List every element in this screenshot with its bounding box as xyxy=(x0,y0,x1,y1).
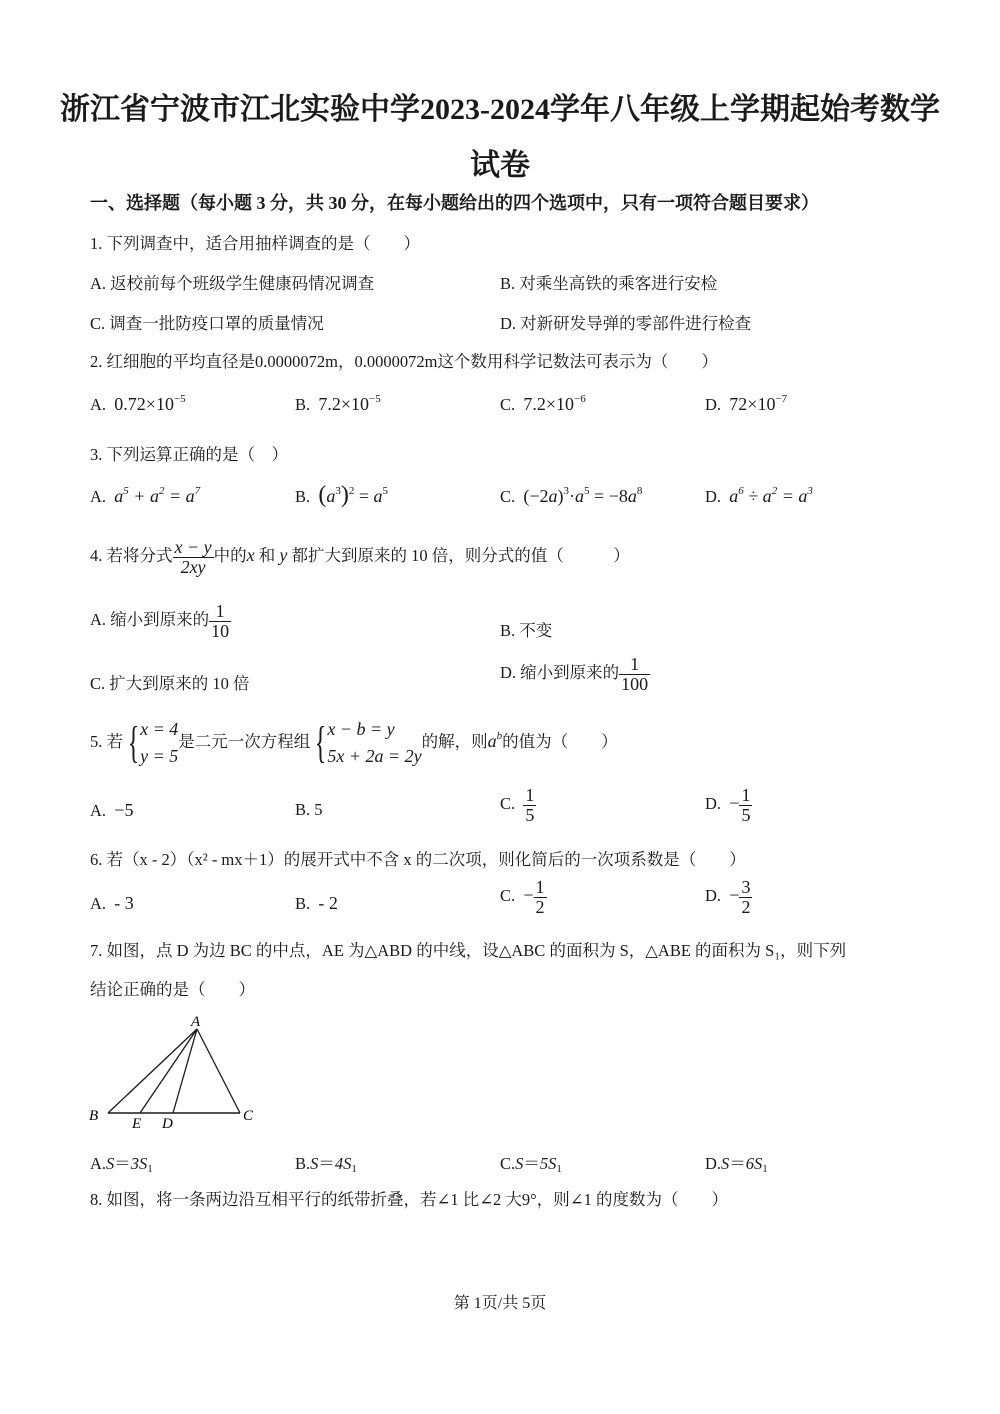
stem-text: 都扩大到原来的 10 倍，则分式的值（ ） xyxy=(291,546,630,566)
minus-sign: − xyxy=(523,885,534,906)
option-exponent: −5 xyxy=(369,393,381,405)
option-label: D. xyxy=(705,886,722,906)
question-2-stem: 2. 红细胞的平均直径是0.0000072m，0.0000072m这个数用科学记数法可表示为（ ） xyxy=(90,352,718,371)
page-indicator: 第 1页/共 5页 xyxy=(453,1295,547,1312)
segment-ab xyxy=(108,1029,197,1113)
q1-option-a[interactable]: A. 返校前每个班级学生健康码情况调查 xyxy=(90,274,375,293)
option-label: A. 缩小到原来的 xyxy=(90,610,210,630)
q7-option-c[interactable]: $C.S=5S_1$ xyxy=(500,1154,562,1175)
option-label: A. xyxy=(90,894,107,913)
triangle-figure xyxy=(85,1010,265,1135)
question-4-stem xyxy=(90,538,630,577)
section-heading: 一、选择题（每小题 3 分，共 30 分，在每小题给出的四个选项中，只有一项符合题目要求） xyxy=(90,193,819,213)
rhs: 6S xyxy=(745,1154,763,1173)
subscript: 1 xyxy=(147,1163,153,1175)
equation-line: x − b = y xyxy=(327,719,395,739)
fraction-denominator: 5 xyxy=(741,804,751,825)
stem-text: 4. 若将分式 xyxy=(90,546,173,566)
option-label: B. xyxy=(295,487,311,506)
option-label: B. xyxy=(295,395,311,414)
option-label: C. xyxy=(500,886,516,906)
question-1-stem: 1. 下列调查中，适合用抽样调查的是（ ） xyxy=(90,234,420,253)
q1-option-b[interactable]: B. 对乘坐高铁的乘客进行安检 xyxy=(500,274,718,293)
q6-option-b[interactable] xyxy=(295,893,338,914)
question-6-stem: 6. 若（x - 2）（x² - mx＋1）的展开式中不含 x 的二次项，则化简后的一次项系数是（ ） xyxy=(90,850,746,869)
q6-option-a[interactable] xyxy=(90,893,134,914)
option-mantissa: 72×10 xyxy=(729,394,776,414)
q5-option-b[interactable]: B. 5 xyxy=(295,800,323,819)
label-a: A xyxy=(191,1014,201,1030)
q7-option-a[interactable]: $A.S=3S_1$ xyxy=(90,1154,153,1175)
fraction-numerator: 1 xyxy=(741,785,751,805)
math-expression: $(-2a)^3\cdot a^5 = -8a^8$ xyxy=(523,485,643,506)
option-value: - 3 xyxy=(114,893,134,913)
lhs: S xyxy=(721,1154,730,1173)
stem-text: 和 xyxy=(258,546,276,566)
math-expression: $a^5 + a^2 = a^7$ xyxy=(114,485,201,506)
label-d: D xyxy=(162,1116,173,1132)
option-label: D. xyxy=(705,395,722,414)
label-b: B xyxy=(89,1108,99,1124)
option-label: A. xyxy=(90,395,107,414)
stem-text: 是二元一次方程组 xyxy=(178,731,311,751)
q2-option-d[interactable] xyxy=(705,394,787,415)
q4-option-a[interactable] xyxy=(90,602,231,641)
math-expression: $a^6 \div a^2 = a^3$ xyxy=(729,485,813,506)
q2-option-a[interactable] xyxy=(90,394,186,415)
q4-option-d[interactable] xyxy=(500,655,650,694)
q7-option-d[interactable]: $D.S=6S_1$ xyxy=(705,1154,768,1175)
option-label: B. xyxy=(295,1154,311,1173)
fraction-numerator: 3 xyxy=(741,877,751,897)
q3-option-b[interactable] xyxy=(295,482,388,509)
q3-option-c[interactable] xyxy=(500,486,642,507)
q5-option-a[interactable] xyxy=(90,800,133,821)
fraction xyxy=(209,602,231,641)
exam-title: 浙江省宁波市江北实验中学2023-2024学年八年级上学期起始考数学 xyxy=(60,93,940,126)
exam-title-line2: 试卷 xyxy=(470,149,530,182)
fraction-numerator: 1 xyxy=(525,785,535,805)
option-value: - 2 xyxy=(318,893,338,913)
option-label: A. xyxy=(90,487,107,506)
option-label: C. xyxy=(500,395,516,414)
brace-icon: { xyxy=(315,718,327,767)
subscript: 1 xyxy=(556,1163,562,1175)
q7-option-b[interactable]: $B.S=4S_1$ xyxy=(295,1154,357,1175)
variable-y: y xyxy=(279,545,288,566)
rhs: 5S xyxy=(539,1154,557,1173)
equation-line: x = 4 xyxy=(140,719,179,739)
option-exponent: −5 xyxy=(173,393,186,405)
fraction-numerator: 1 xyxy=(535,877,545,897)
question-8-stem: 8. 如图，将一条两边沿互相平行的纸带折叠，若∠1 比∠2 大9°，则∠1 的度数为（ ） xyxy=(90,1190,728,1209)
option-label: B. xyxy=(295,894,311,913)
equation-system-solution xyxy=(123,716,178,770)
question-7-stem: 7. 如图，点 D 为边 BC 的中点，AE 为△ABD 的中线，设△ABC 的面积为 S，△ABE 的面积为 S₁，则下列 xyxy=(90,941,847,960)
fraction-denominator: 10 xyxy=(211,620,230,641)
fraction-denominator: 100 xyxy=(621,673,649,694)
fraction-denominator: 2 xyxy=(741,896,751,917)
fraction xyxy=(739,786,752,825)
variable-x: x xyxy=(246,545,255,566)
fraction-denominator: 2 xyxy=(535,896,545,917)
fraction-denominator: 2xy xyxy=(180,556,206,577)
label-e: E xyxy=(132,1116,142,1132)
rhs: 4S xyxy=(334,1154,352,1173)
question-7-stem-line2: 结论正确的是（ ） xyxy=(90,980,255,999)
q5-option-d[interactable] xyxy=(705,786,752,825)
fraction-numerator: x − y xyxy=(174,537,212,557)
q1-option-d[interactable]: D. 对新研发导弹的零部件进行检查 xyxy=(500,314,752,333)
q5-option-c[interactable] xyxy=(500,786,536,825)
equation-system xyxy=(310,716,421,770)
option-value: −5 xyxy=(114,800,134,820)
segment-ad xyxy=(173,1029,197,1113)
option-label: C. xyxy=(500,1154,516,1173)
option-label: A. xyxy=(90,1154,107,1173)
q6-option-d[interactable] xyxy=(705,878,752,917)
question-3-stem: 3. 下列运算正确的是（ ） xyxy=(90,445,288,464)
option-label: D. xyxy=(705,1154,722,1173)
option-label: D. 缩小到原来的 xyxy=(500,663,620,683)
segment-ac xyxy=(197,1029,240,1113)
option-label: D. xyxy=(705,794,722,814)
stem-text: 的值为（ ） xyxy=(502,731,618,751)
fraction-numerator: 1 xyxy=(209,602,231,622)
minus-sign: − xyxy=(729,885,740,906)
option-label: D. xyxy=(705,487,722,506)
lhs: S xyxy=(515,1154,524,1173)
equation-line: y = 5 xyxy=(140,746,179,766)
subscript: 1 xyxy=(762,1163,768,1175)
q6-option-c[interactable] xyxy=(500,878,547,917)
option-label: C. xyxy=(500,487,516,506)
q3-option-d[interactable] xyxy=(705,486,813,507)
option-label: A. xyxy=(90,801,107,820)
stem-text: 的解，则 xyxy=(421,731,488,751)
label-c: C xyxy=(243,1108,254,1124)
option-exponent: −7 xyxy=(775,393,788,405)
option-mantissa: 7.2×10 xyxy=(318,394,370,414)
option-label: C. xyxy=(500,794,516,814)
stem-text: 5. 若 xyxy=(90,731,123,751)
option-mantissa: 7.2×10 xyxy=(523,394,575,414)
q4-option-c[interactable]: C. 扩大到原来的 10 倍 xyxy=(90,674,250,693)
lhs: S xyxy=(310,1154,319,1173)
math-expression: $(a^3)^2 = a^5$ xyxy=(318,482,389,508)
lhs: S xyxy=(106,1154,115,1173)
fraction-denominator: 5 xyxy=(525,804,535,825)
fraction-numerator: 1 xyxy=(619,655,650,675)
question-5-stem xyxy=(90,716,618,770)
brace-icon: { xyxy=(127,718,140,767)
fraction xyxy=(739,878,752,917)
minus-sign: − xyxy=(729,793,740,814)
subscript: 1 xyxy=(351,1163,357,1175)
fraction xyxy=(534,878,547,917)
option-mantissa: 0.72×10 xyxy=(114,394,174,414)
q2-option-b[interactable] xyxy=(295,394,381,415)
segment-ae xyxy=(140,1029,197,1113)
power-expression: $a^b$ xyxy=(487,729,503,751)
q3-option-a[interactable] xyxy=(90,486,200,507)
q4-option-b[interactable]: B. 不变 xyxy=(500,621,553,640)
option-exponent: −6 xyxy=(574,393,586,405)
q1-option-c[interactable]: C. 调查一批防疫口罩的质量情况 xyxy=(90,314,324,333)
stem-text: 中的 xyxy=(213,546,247,566)
fraction xyxy=(619,655,650,694)
equation-line: 5x + 2a = 2y xyxy=(327,746,422,766)
q2-option-c[interactable] xyxy=(500,394,586,415)
fraction xyxy=(523,786,536,825)
fraction xyxy=(173,538,214,577)
rhs: 3S xyxy=(130,1154,148,1173)
